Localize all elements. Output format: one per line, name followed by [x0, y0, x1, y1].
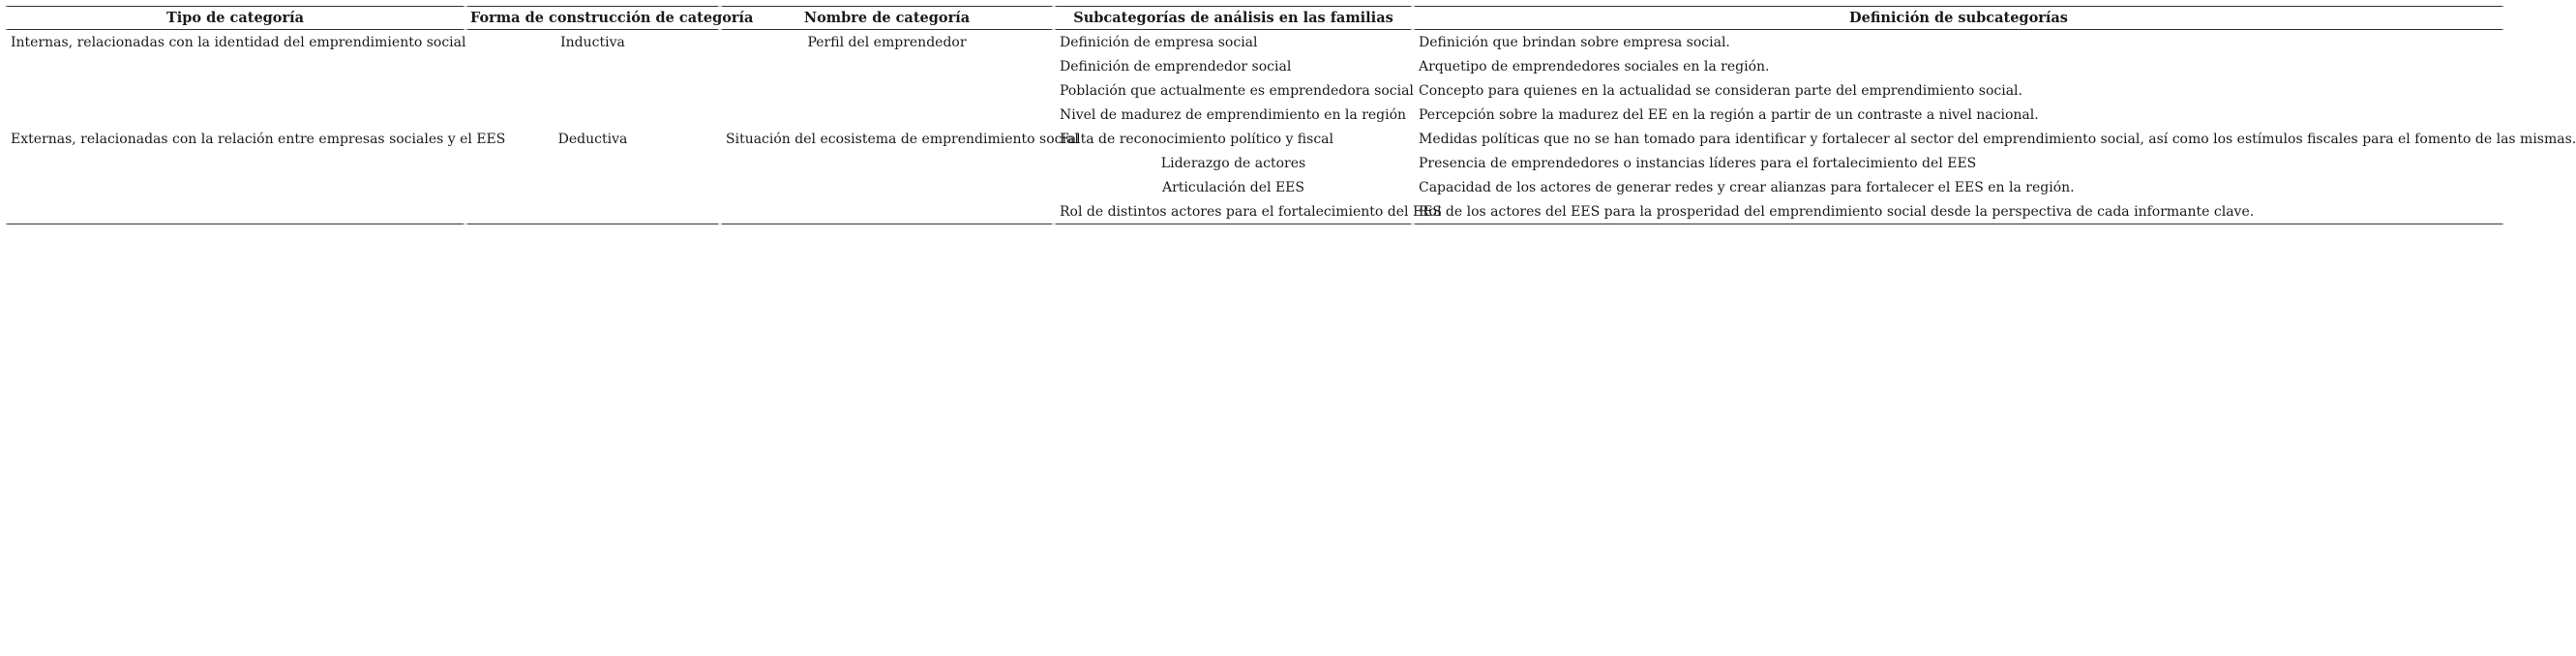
- cell-definicion: Percepción sobre la madurez del EE en la región a partir de un contraste a nivel nacional.: [1413, 103, 2504, 127]
- cell-nombre: Situación del ecosistema de emprendimiento social: [720, 127, 1054, 151]
- cell-tipo: Internas, relacionadas con la identidad del emprendimiento social: [5, 30, 465, 54]
- cell-nombre: [720, 151, 1054, 175]
- cell-subcategoria: Población que actualmente es emprendedora social: [1054, 78, 1413, 103]
- cell-nombre: [720, 199, 1054, 224]
- cell-nombre: Perfil del emprendedor: [720, 30, 1054, 54]
- cell-subcategoria: Articulación del EES: [1054, 175, 1413, 199]
- cell-definicion: Rol de los actores del EES para la prosperidad del emprendimiento social desde la perspectiva de cada informante clave.: [1413, 199, 2504, 224]
- cell-tipo: [5, 103, 465, 127]
- table-row: [5, 151, 2504, 175]
- cell-tipo: Externas, relacionadas con la relación entre empresas sociales y el EES: [5, 127, 465, 151]
- header-definicion-subcategorias: Definición de subcategorías: [1413, 6, 2504, 30]
- cell-subcategoria: Rol de distintos actores para el fortalecimiento del EES: [1054, 199, 1413, 224]
- cell-definicion: Medidas políticas que no se han tomado para identificar y fortalecer al sector del emprendimiento social, así como los estímulos fiscales para el fomento de las mismas.: [1413, 127, 2504, 151]
- cell-tipo: [5, 78, 465, 103]
- cell-tipo: [5, 199, 465, 224]
- cell-tipo: [5, 175, 465, 199]
- cell-definicion: Presencia de emprendedores o instancias líderes para el fortalecimiento del EES: [1413, 151, 2504, 175]
- cell-forma: [465, 199, 720, 224]
- cell-definicion: Concepto para quienes en la actualidad se consideran parte del emprendimiento social.: [1413, 78, 2504, 103]
- cell-forma: [465, 103, 720, 127]
- cell-definicion: Arquetipo de emprendedores sociales en la región.: [1413, 54, 2504, 78]
- header-tipo-categoria: Tipo de categoría: [5, 6, 465, 30]
- cell-forma: [465, 151, 720, 175]
- cell-tipo: [5, 151, 465, 175]
- cell-forma: [465, 78, 720, 103]
- table-row: [5, 199, 2504, 224]
- cell-forma: [465, 54, 720, 78]
- cell-forma: Inductiva: [465, 30, 720, 54]
- cell-nombre: [720, 175, 1054, 199]
- cell-nombre: [720, 78, 1054, 103]
- cell-forma: [465, 175, 720, 199]
- cell-subcategoria: Nivel de madurez de emprendimiento en la región: [1054, 103, 1413, 127]
- table-row: [5, 30, 2504, 54]
- table-row: [5, 54, 2504, 78]
- cell-forma: Deductiva: [465, 127, 720, 151]
- cell-tipo: [5, 54, 465, 78]
- cell-subcategoria: Definición de emprendedor social: [1054, 54, 1413, 78]
- table-row: [5, 175, 2504, 199]
- cell-nombre: [720, 54, 1054, 78]
- cell-nombre: [720, 103, 1054, 127]
- header-forma-construccion: Forma de construcción de categoría: [465, 6, 720, 30]
- cell-subcategoria: Liderazgo de actores: [1054, 151, 1413, 175]
- table-row: [5, 103, 2504, 127]
- category-table: [5, 6, 2576, 224]
- header-subcategorias: Subcategorías de análisis en las familias: [1054, 6, 1413, 30]
- cell-subcategoria: Definición de empresa social: [1054, 30, 1413, 54]
- table-row: [5, 127, 2504, 151]
- header-nombre-categoria: Nombre de categoría: [720, 6, 1054, 30]
- cell-definicion: Capacidad de los actores de generar redes y crear alianzas para fortalecer el EES en la región.: [1413, 175, 2504, 199]
- cell-subcategoria: Falta de reconocimiento político y fiscal: [1054, 127, 1413, 151]
- cell-definicion: Definición que brindan sobre empresa social.: [1413, 30, 2504, 54]
- table-header-row: [5, 6, 2504, 30]
- table-row: [5, 78, 2504, 103]
